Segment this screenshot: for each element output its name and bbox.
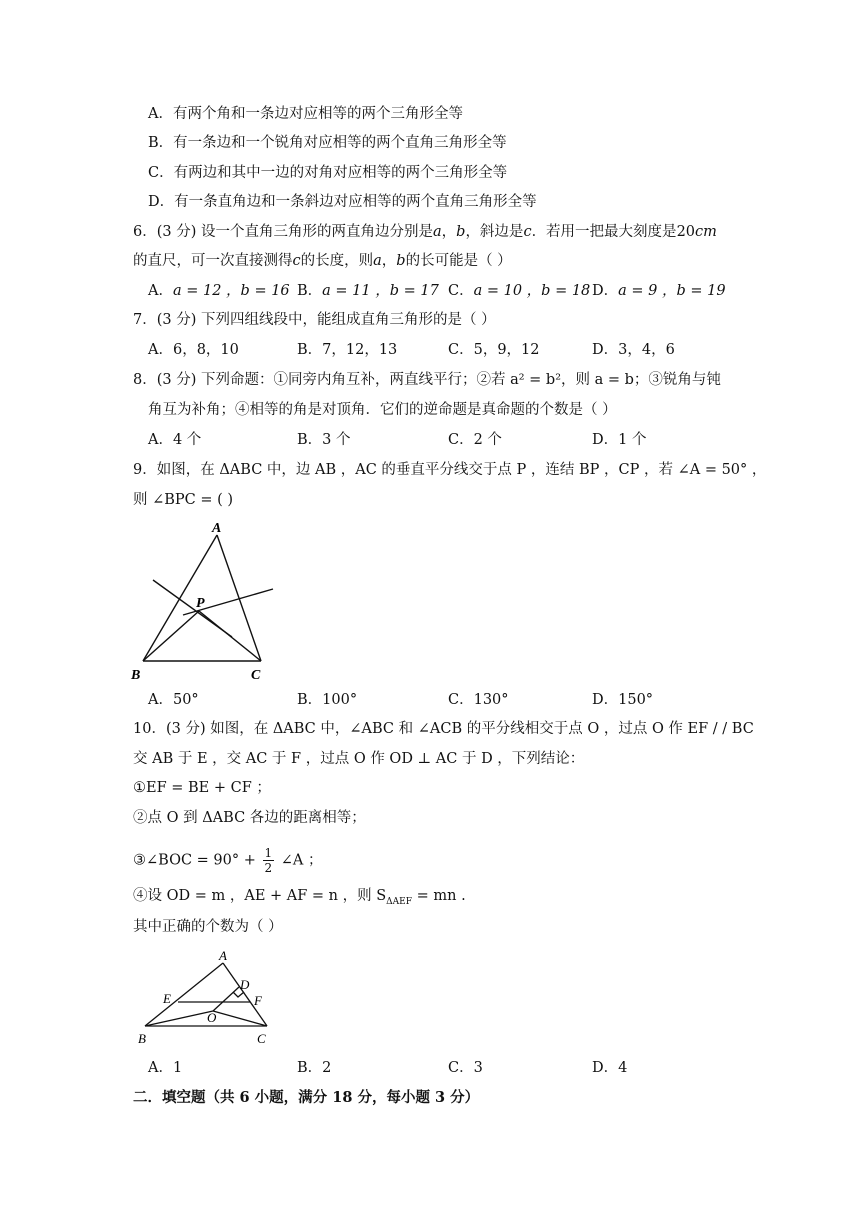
q10-c4-right: = mn .	[412, 888, 466, 904]
q6-comma2: ，	[381, 253, 397, 269]
q6-text-b: ，斜边是	[465, 224, 524, 240]
q10-segment-od	[213, 987, 239, 1011]
q9-side-ab	[143, 535, 217, 661]
q9-label-c: C	[251, 668, 261, 683]
q6-option-a-label: A．	[148, 283, 173, 299]
q10-label-c: C	[257, 1031, 266, 1046]
q9-label-p: P	[196, 596, 205, 611]
q10-option-a: A．1	[148, 1060, 183, 1076]
q5-option-a: A．有两个角和一条边对应相等的两个三角形全等	[148, 106, 463, 122]
q8-option-b: B．3 个	[297, 432, 351, 448]
q10-label-a: A	[219, 948, 227, 963]
q7-option-a: A．6，8，10	[148, 342, 239, 358]
q10-ask: 其中正确的个数为（ ）	[133, 919, 283, 935]
q6-unit-cm: cm	[695, 224, 717, 240]
q6-var-c: c	[523, 224, 532, 240]
q10-conclusion-2: ②点 O 到 ΔABC 各边的距离相等；	[133, 810, 366, 826]
q10-figure	[130, 945, 280, 1050]
q6-comma: ，	[441, 224, 457, 240]
q7-option-d: D．3，4，6	[592, 342, 675, 358]
q10-c3-fraction	[263, 846, 275, 875]
q9-figure	[125, 515, 285, 685]
q10-stem-line2: 交 AB 于 E ，交 AC 于 F ，过点 O 作 OD ⊥ AC 于 D ，下列结论：	[133, 751, 585, 767]
q10-label-f: F	[254, 993, 262, 1008]
q6-var-a2: a	[373, 253, 382, 269]
q6-option-a-value: a = 12 ，b = 16	[172, 283, 290, 299]
q9-option-a: A．50°	[148, 692, 199, 708]
q10-c4-left: ④设 OD = m ，AE + AF = n ，则 S	[133, 888, 387, 904]
q6-option-b	[297, 281, 439, 301]
q8-option-d: D．1 个	[592, 432, 647, 448]
q9-option-d: D．150°	[592, 692, 654, 708]
q6-option-a	[148, 281, 290, 301]
q8-stem-line2: 角互为补角；④相等的角是对顶角．它们的逆命题是真命题的个数是（ ）	[148, 402, 617, 418]
q7-option-b: B．7，12，13	[297, 342, 398, 358]
q6-var-b2: b	[396, 253, 406, 269]
q10-c3-numerator: 1	[264, 846, 273, 860]
q6-option-d-label: D．	[592, 283, 619, 299]
q5-option-c: C．有两边和其中一边的对角对应相等的两个三角形全等	[148, 165, 508, 181]
q7-option-c: C．5，9，12	[448, 342, 540, 358]
q7-stem: 7．(3 分) 下列四组线段中，能组成直角三角形的是（ ）	[133, 312, 496, 328]
q6-stem-line2	[133, 251, 512, 271]
q8-option-c: C．2 个	[448, 432, 502, 448]
q6-option-b-label: B．	[297, 283, 323, 299]
q8-option-a: A．4 个	[148, 432, 202, 448]
q10-option-d: D．4	[592, 1060, 628, 1076]
q9-segment-bp	[143, 611, 199, 661]
q6-var-b: b	[456, 224, 466, 240]
q6-num-20: 20	[676, 224, 696, 240]
section-2-heading: 二．填空题（共 6 小题，满分 18 分，每小题 3 分）	[133, 1089, 480, 1106]
q10-c3-left: ③∠BOC = 90° +	[133, 852, 256, 869]
q10-right-angle-mark	[233, 992, 244, 997]
q10-option-b: B．2	[297, 1060, 332, 1076]
q10-segment-co	[213, 1011, 267, 1026]
q9-stem-line2: 则 ∠BPC = ( )	[133, 492, 234, 508]
q6-option-d	[592, 281, 726, 301]
q10-label-b: B	[138, 1031, 146, 1046]
q10-c3-right: ∠A ；	[280, 852, 323, 869]
q6-text-e: 的长度，则	[300, 253, 374, 269]
q10-conclusion-1: ①EF = BE + CF ；	[133, 780, 271, 796]
q10-label-o: O	[207, 1010, 217, 1025]
q9-bisector-ab	[153, 580, 232, 637]
q9-side-ac	[217, 535, 261, 661]
q10-stem-line1: 10．(3 分) 如图，在 ΔABC 中，∠ABC 和 ∠ACB 的平分线相交于点 O ，过点 O 作 EF / / BC	[133, 721, 754, 737]
q6-text-c: ．若用一把最大刻度是	[531, 224, 677, 240]
q9-stem-line1: 9．如图，在 ΔABC 中，边 AB ，AC 的垂直平分线交于点 P ，连结 BP ，CP ，若 ∠A = 50° ，	[133, 462, 767, 478]
q5-option-b: B．有一条边和一个锐角对应相等的两个直角三角形全等	[148, 135, 507, 151]
q6-text-d: 的直尺，可一次直接测得	[133, 253, 293, 269]
q10-conclusion-4	[133, 886, 466, 912]
q6-option-d-value: a = 9 ，b = 19	[618, 283, 726, 299]
q6-text-f: 的长可能是（ ）	[405, 253, 512, 269]
q6-option-c-label: C．	[448, 283, 474, 299]
q9-option-c: C．130°	[448, 692, 509, 708]
q6-option-c-value: a = 10 ，b = 18	[473, 283, 591, 299]
q10-conclusion-3	[133, 846, 322, 875]
q6-var-c2: c	[292, 253, 301, 269]
q10-c4-subscript: ΔAEF	[386, 896, 412, 907]
q10-option-c: C．3	[448, 1060, 483, 1076]
q6-option-b-value: a = 11 ，b = 17	[322, 283, 439, 299]
q6-text-a: 6．(3 分) 设一个直角三角形的两直角边分别是	[133, 224, 433, 240]
q5-option-d: D．有一条直角边和一条斜边对应相等的两个直角三角形全等	[148, 194, 537, 210]
q10-label-e: E	[163, 991, 171, 1006]
q9-label-b: B	[131, 668, 141, 683]
q6-stem-line1	[133, 222, 717, 242]
q6-var-a: a	[432, 224, 442, 240]
q10-label-d: D	[240, 977, 250, 992]
q9-label-a: A	[212, 521, 222, 536]
q8-stem-line1: 8．(3 分) 下列命题：①同旁内角互补，两直线平行；②若 a² = b²，则 a = b；③锐角与钝	[133, 372, 721, 388]
q10-c3-denominator: 2	[264, 861, 273, 875]
q9-option-b: B．100°	[297, 692, 358, 708]
q6-option-c	[448, 281, 590, 301]
